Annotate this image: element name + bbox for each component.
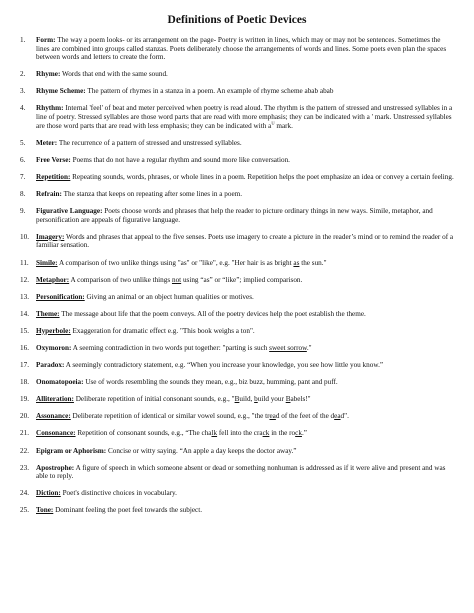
definition-text: The message about life that the poem conveys. All of the poetry devices help the poet establish the theme.: [59, 309, 366, 318]
definition-text: the sun.": [299, 258, 327, 267]
definition-term: Oxymoron:: [36, 343, 72, 352]
definition-text: The stanza that keeps on repeating after some lines in a poem.: [61, 190, 243, 199]
definition-term: Free Verse:: [36, 155, 71, 164]
definition-text: fell into the cra: [217, 429, 263, 438]
definition-text: A seeming contradiction in two words put together: "parting is such: [71, 343, 270, 352]
underlined-example: ck: [262, 429, 270, 438]
definition-term: Paradox:: [36, 361, 65, 370]
item-number: 20.: [20, 412, 29, 421]
definition-text: A figure of speech in which someone absent or dead or something nonhuman is addressed as if it were alive and present and was able to reply.: [36, 463, 446, 481]
definition-text: Words and phrases that appeal to the five senses. Poets use imagery to create a picture in the reader’s mind or to remind the reader of a familiar sensation.: [36, 232, 454, 250]
definition-item: [20, 87, 454, 96]
definition-content: [36, 361, 454, 370]
definition-content: [36, 464, 454, 481]
underlined-example: ea: [334, 412, 341, 421]
definition-term: Epigram or Aphorism:: [36, 446, 107, 455]
definition-term: Rhythm:: [36, 104, 64, 113]
definition-term: Form:: [36, 36, 56, 44]
definition-text: Deliberate repetition of identical or similar vowel sound, e.g., "the tr: [70, 412, 270, 421]
definition-term: Apostrophe:: [36, 463, 75, 472]
item-number: 15.: [20, 326, 29, 335]
definition-item: [20, 173, 454, 182]
definition-text: uild,: [239, 395, 255, 404]
definition-item: [20, 190, 454, 199]
definition-item: [20, 327, 454, 336]
definition-content: [36, 36, 454, 62]
definition-item: [20, 70, 454, 79]
definition-content: [36, 276, 454, 285]
item-number: 13.: [20, 292, 29, 301]
definition-text: Dominant feeling the poet feel towards the subject.: [53, 506, 203, 515]
definition-item: [20, 233, 454, 250]
item-number: 14.: [20, 309, 29, 318]
definition-item: [20, 344, 454, 353]
definition-item: [20, 395, 454, 404]
underlined-example: ck: [295, 429, 302, 438]
definition-content: [36, 447, 454, 456]
definition-item: [20, 276, 454, 285]
underlined-example: B: [234, 395, 240, 404]
item-number: 21.: [20, 429, 29, 438]
definition-item: [20, 293, 454, 302]
definition-content: [36, 173, 454, 182]
definition-content: [36, 344, 454, 353]
definition-text: .": [306, 343, 312, 352]
definition-term: Meter:: [36, 138, 58, 147]
definition-item: [20, 506, 454, 515]
item-number: 25.: [20, 506, 29, 515]
item-number: 5.: [20, 138, 26, 147]
definition-text: in the ro: [269, 429, 296, 438]
definition-text: using “as” or “like”; implied comparison.: [181, 275, 303, 284]
definition-item: [20, 139, 454, 148]
definition-item: [20, 207, 454, 224]
definition-text: The recurrence of a pattern of stressed and unstressed syllables.: [57, 138, 242, 147]
definition-text: A comparison of two unlike things using "as" or "like", e.g. "Her hair is as bright: [57, 258, 294, 267]
definition-term: Imagery:: [36, 232, 65, 241]
definition-text: Repeating sounds, words, phrases, or whole lines in a poem. Repetition helps the poet emphasize an idea or convey a certain feeling.: [70, 172, 454, 181]
underlined-example: ea: [269, 412, 276, 421]
item-number: 24.: [20, 489, 29, 498]
definition-content: [36, 489, 454, 498]
definition-text: Poems that do not have a regular rhythm and sound more like conversation.: [70, 155, 290, 164]
definition-content: [36, 378, 454, 387]
item-number: 4.: [20, 104, 26, 113]
definition-content: [36, 259, 454, 268]
definition-item: [20, 310, 454, 319]
underlined-example: not: [171, 275, 182, 284]
definition-text: Words that end with the same sound.: [60, 70, 168, 79]
definition-content: [36, 156, 454, 165]
definition-content: [36, 395, 454, 404]
underlined-example: as: [293, 258, 300, 267]
definition-text: mark.: [274, 121, 293, 130]
definition-text: A seemingly contradictory statement, e.g. “When you increase your knowledge, you see how little you know.”: [64, 361, 384, 370]
definition-term: Tone:: [36, 506, 54, 515]
definition-content: [36, 139, 454, 148]
definition-item: [20, 104, 454, 130]
definition-text: uild your: [257, 395, 286, 404]
definition-text: Exaggeration for dramatic effect e.g. "This book weighs a ton".: [70, 326, 255, 335]
definition-text: Deliberate repetition of initial consonant sounds, e.g., ": [73, 395, 235, 404]
definition-term: Alliteration:: [36, 395, 74, 404]
definition-item: [20, 447, 454, 456]
definition-content: [36, 327, 454, 336]
definition-text: d".: [340, 412, 349, 421]
definition-text: Concise or witty saying. “An apple a day keeps the doctor away.”: [106, 446, 297, 455]
definition-content: [36, 412, 454, 421]
definition-item: [20, 36, 454, 62]
definition-term: Refrain:: [36, 190, 62, 199]
item-number: 9.: [20, 207, 26, 216]
definition-text: Poets choose words and phrases that help the reader to picture ordinary things in new ways. Simile, metaphor, and personification are appeals of figurative language.: [36, 207, 433, 224]
definition-item: [20, 412, 454, 421]
definition-text: A comparison of two unlike things: [69, 275, 172, 284]
definition-term: Rhyme Scheme:: [36, 87, 86, 96]
definition-content: [36, 293, 454, 302]
definition-term: Rhyme:: [36, 70, 61, 79]
definition-text: The way a poem looks- or its arrangement on the page- Poetry is written in lines, which may or may not be sentences. Sometimes the lines are combined into groups called stanzas. Poets deliberately choose the arrangements of words and lines. Some poets even plan the spaces between words and letters to create the form.: [36, 36, 447, 62]
definition-item: [20, 489, 454, 498]
item-number: 1.: [20, 36, 26, 44]
definition-content: [36, 207, 454, 224]
definition-term: Hyperbole:: [36, 326, 71, 335]
definition-term: Metaphor:: [36, 275, 70, 284]
definition-text: Poet's distinctive choices in vocabulary.: [60, 489, 177, 498]
definition-item: [20, 464, 454, 481]
definition-text: abels!": [290, 395, 311, 404]
item-number: 19.: [20, 395, 29, 404]
item-number: 2.: [20, 70, 26, 79]
definition-term: Assonance:: [36, 412, 71, 421]
definition-content: [36, 310, 454, 319]
item-number: 8.: [20, 190, 26, 199]
definition-term: Consonance:: [36, 429, 76, 438]
definition-item: [20, 378, 454, 387]
definition-term: Theme:: [36, 309, 60, 318]
definition-content: [36, 70, 454, 79]
page-title: Definitions of Poetic Devices: [167, 14, 307, 26]
definition-item: [20, 429, 454, 438]
definition-text: .”: [301, 429, 307, 438]
underlined-example: lk: [211, 429, 218, 438]
unstressed-mark: U: [271, 120, 275, 126]
definition-term: Onomatopoeia:: [36, 378, 84, 387]
item-number: 18.: [20, 378, 29, 387]
item-number: 16.: [20, 343, 29, 352]
underlined-example: b: [254, 395, 258, 404]
underlined-example: B: [285, 395, 291, 404]
definition-content: [36, 506, 454, 515]
definition-text: Use of words resembling the sounds they mean, e.g., biz buzz, humming, pant and puff.: [83, 378, 338, 387]
underlined-example: sweet sorrow: [269, 343, 307, 352]
definition-term: Simile:: [36, 258, 58, 267]
item-number: 23.: [20, 463, 29, 472]
item-number: 3.: [20, 87, 26, 96]
item-number: 12.: [20, 275, 29, 284]
item-number: 10.: [20, 232, 29, 241]
definition-content: [36, 104, 454, 130]
definition-term: Repetition:: [36, 172, 71, 181]
definition-text: The pattern of rhymes in a stanza in a poem. An example of rhyme scheme abab abab: [85, 87, 334, 96]
definition-item: [20, 361, 454, 370]
definition-content: [36, 190, 454, 199]
definitions-list: [20, 36, 454, 515]
definition-text: Repetition of consonant sounds, e.g., “The cha: [75, 429, 212, 438]
item-number: 7.: [20, 172, 26, 181]
definition-term: Personification:: [36, 292, 85, 301]
definition-text: d of the feet of the d: [275, 412, 335, 421]
item-number: 6.: [20, 155, 26, 164]
definition-item: [20, 156, 454, 165]
definition-content: [36, 233, 454, 250]
definition-term: Figurative Language:: [36, 207, 103, 216]
definition-item: [20, 259, 454, 268]
item-number: 17.: [20, 361, 29, 370]
definition-text: Giving an animal or an object human qualities or motives.: [84, 292, 254, 301]
definition-text: Internal 'feel' of beat and meter perceived when poetry is read aloud. The rhythm is the pattern of stressed and unstressed syllables in a line of poetry. Stressed syllables are those word parts that are read with more emphasis; they can be indicated with a ' mark. Unstressed syllables are those word parts that are read with less emphasis; they can be indicated with a: [36, 104, 453, 130]
item-number: 22.: [20, 446, 29, 455]
definition-term: Diction:: [36, 489, 61, 498]
definition-content: [36, 87, 454, 96]
definition-content: [36, 429, 454, 438]
item-number: 11.: [20, 258, 29, 267]
